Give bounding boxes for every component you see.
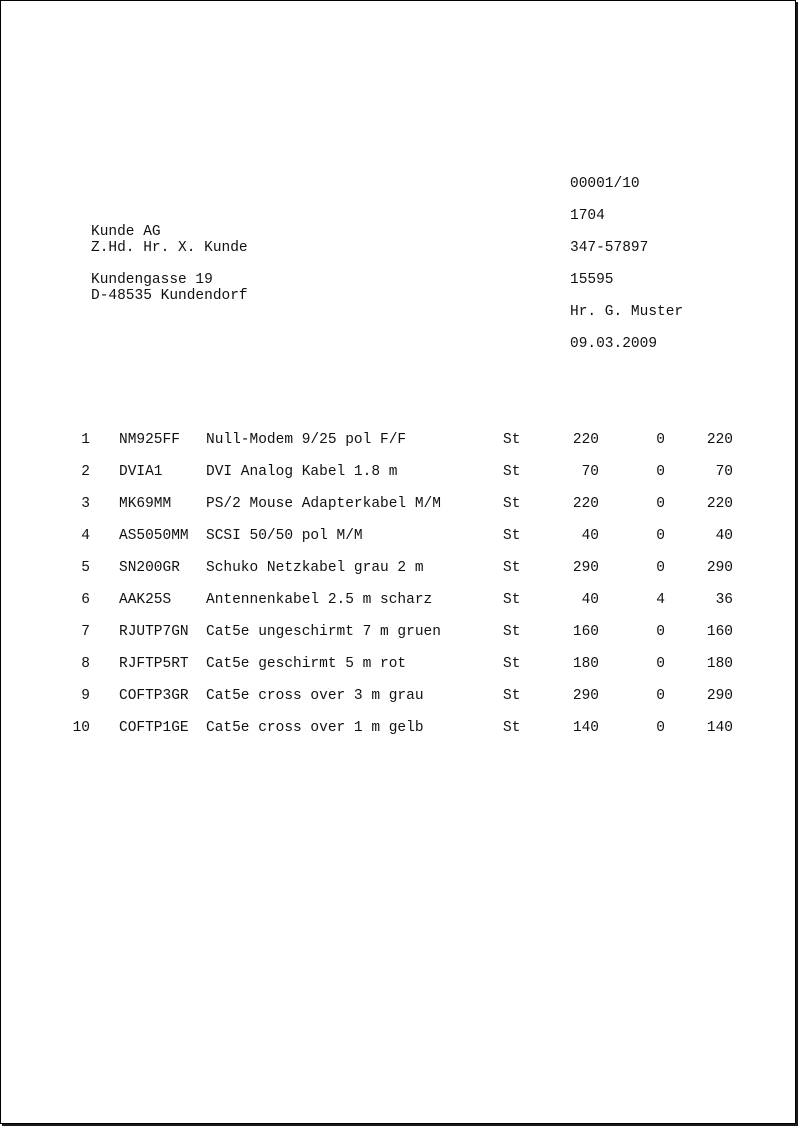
item-article: COFTP1GE xyxy=(119,720,189,736)
item-quantity: 40 xyxy=(581,592,599,608)
item-quantity: 70 xyxy=(581,464,599,480)
recipient-street: Kundengasse 19 xyxy=(91,272,213,288)
item-total: 180 xyxy=(706,656,733,672)
item-quantity: 140 xyxy=(572,720,599,736)
item-position: 10 xyxy=(72,720,90,736)
item-position: 1 xyxy=(81,432,90,448)
item-total: 220 xyxy=(706,496,733,512)
item-article: MK69MM xyxy=(119,496,172,512)
item-article: SN200GR xyxy=(119,560,180,576)
item-unit: St xyxy=(503,592,521,608)
item-position: 2 xyxy=(81,464,90,480)
item-position: 3 xyxy=(81,496,90,512)
item-position: 6 xyxy=(81,592,90,608)
item-article: AS5050MM xyxy=(119,528,189,544)
item-article: RJUTP7GN xyxy=(119,624,189,640)
item-article: RJFTP5RT xyxy=(119,656,189,672)
item-unit: St xyxy=(503,720,521,736)
item-position: 4 xyxy=(81,528,90,544)
item-description: Cat5e cross over 3 m grau xyxy=(206,688,424,704)
item-total: 140 xyxy=(706,720,733,736)
item-position: 9 xyxy=(81,688,90,704)
item-article: AAK25S xyxy=(119,592,172,608)
item-description: DVI Analog Kabel 1.8 m xyxy=(206,464,398,480)
item-position: 5 xyxy=(81,560,90,576)
item-description: PS/2 Mouse Adapterkabel M/M xyxy=(206,496,441,512)
item-discount: 0 xyxy=(656,720,665,736)
item-unit: St xyxy=(503,496,521,512)
recipient-city: D-48535 Kundendorf xyxy=(91,288,248,304)
item-quantity: 220 xyxy=(572,432,599,448)
item-quantity: 290 xyxy=(572,688,599,704)
item-total: 40 xyxy=(715,528,733,544)
item-article: COFTP3GR xyxy=(119,688,189,704)
item-description: Schuko Netzkabel grau 2 m xyxy=(206,560,424,576)
item-discount: 0 xyxy=(656,656,665,672)
meta-field-3: 347-57897 xyxy=(570,240,649,256)
item-position: 7 xyxy=(81,624,90,640)
item-unit: St xyxy=(503,432,521,448)
item-description: Cat5e geschirmt 5 m rot xyxy=(206,656,407,672)
item-quantity: 40 xyxy=(581,528,599,544)
item-description: Antennenkabel 2.5 m scharz xyxy=(206,592,433,608)
item-quantity: 220 xyxy=(572,496,599,512)
item-discount: 0 xyxy=(656,432,665,448)
item-total: 160 xyxy=(706,624,733,640)
item-total: 290 xyxy=(706,560,733,576)
item-total: 290 xyxy=(706,688,733,704)
item-total: 36 xyxy=(715,592,733,608)
item-position: 8 xyxy=(81,656,90,672)
item-unit: St xyxy=(503,656,521,672)
item-description: Cat5e cross over 1 m gelb xyxy=(206,720,424,736)
item-article: NM925FF xyxy=(119,432,180,448)
item-unit: St xyxy=(503,464,521,480)
item-discount: 4 xyxy=(656,592,665,608)
item-unit: St xyxy=(503,560,521,576)
recipient-company: Kunde AG xyxy=(91,224,161,240)
item-discount: 0 xyxy=(656,528,665,544)
document-date: 09.03.2009 xyxy=(570,336,658,352)
item-description: Null-Modem 9/25 pol F/F xyxy=(206,432,407,448)
item-quantity: 180 xyxy=(572,656,599,672)
item-discount: 0 xyxy=(656,496,665,512)
item-quantity: 160 xyxy=(572,624,599,640)
item-total: 220 xyxy=(706,432,733,448)
document-number: 00001/10 xyxy=(570,176,640,192)
item-unit: St xyxy=(503,528,521,544)
item-quantity: 290 xyxy=(572,560,599,576)
meta-contact: Hr. G. Muster xyxy=(570,304,684,320)
item-unit: St xyxy=(503,624,521,640)
item-article: DVIA1 xyxy=(119,464,163,480)
item-description: SCSI 50/50 pol M/M xyxy=(206,528,363,544)
item-discount: 0 xyxy=(656,464,665,480)
meta-field-2: 1704 xyxy=(570,208,605,224)
item-total: 70 xyxy=(715,464,733,480)
recipient-attention: Z.Hd. Hr. X. Kunde xyxy=(91,240,248,256)
item-description: Cat5e ungeschirmt 7 m gruen xyxy=(206,624,441,640)
item-unit: St xyxy=(503,688,521,704)
item-discount: 0 xyxy=(656,688,665,704)
item-discount: 0 xyxy=(656,624,665,640)
item-discount: 0 xyxy=(656,560,665,576)
meta-field-4: 15595 xyxy=(570,272,614,288)
